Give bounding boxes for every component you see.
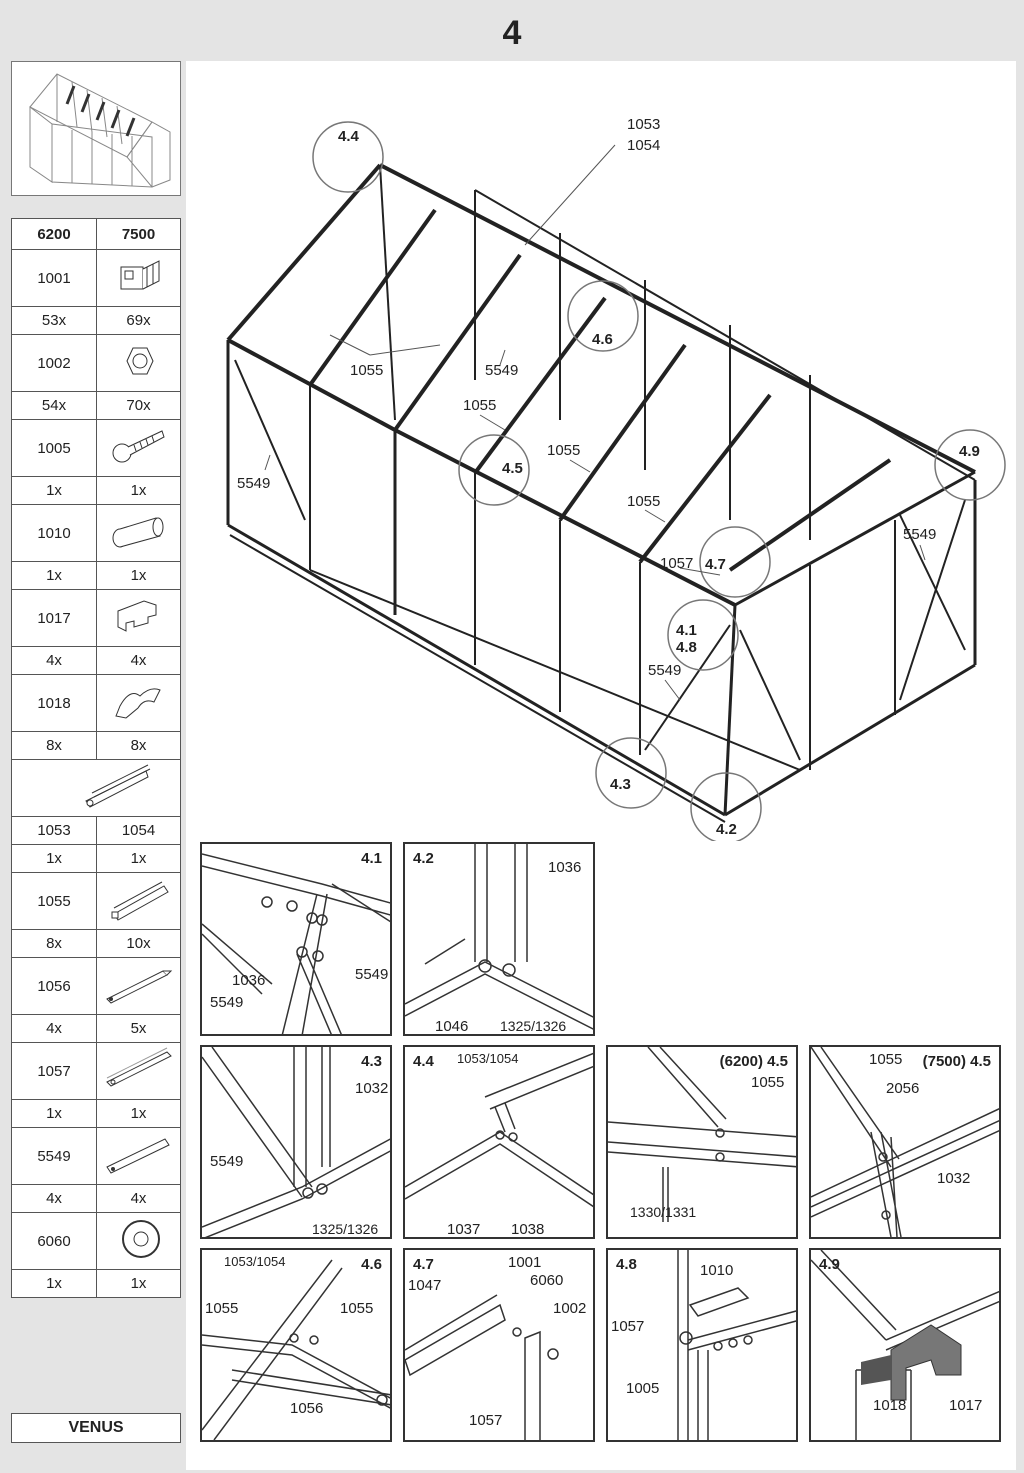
step-header	[6, 4, 1018, 58]
angle-strip-icon	[97, 1043, 181, 1100]
callout-4-7: 4.7	[705, 556, 726, 573]
detail-title: (7500) 4.5	[922, 1053, 991, 1070]
part-qty-row	[12, 307, 181, 335]
part-code: 1001	[12, 250, 97, 307]
part-code-alt: 1054	[97, 817, 181, 845]
detail-title: 4.9	[819, 1256, 840, 1273]
detail-label: 1055	[751, 1074, 785, 1091]
detail-label: 1053/1054	[224, 1254, 286, 1269]
detail-title: 4.2	[413, 850, 434, 867]
detail-title: 4.6	[361, 1256, 382, 1273]
column-7500: 7500	[97, 219, 181, 250]
label-brace-5549: 5549	[903, 526, 937, 543]
qty-7500: 4x	[97, 647, 181, 675]
qty-6200: 4x	[12, 1185, 97, 1213]
label-bar-1055: 1055	[627, 493, 661, 510]
qty-7500: 8x	[97, 732, 181, 760]
part-qty-row	[12, 392, 181, 420]
callout-4-6: 4.6	[592, 331, 613, 348]
part-qty-row	[12, 732, 181, 760]
detail-4-4	[403, 1045, 595, 1239]
qty-7500: 70x	[97, 392, 181, 420]
parts-table-header	[12, 219, 181, 250]
detail-label: 1032	[355, 1080, 389, 1097]
part-row-6060	[12, 1213, 181, 1270]
qty-7500: 10x	[97, 930, 181, 958]
qty-6200: 1x	[12, 845, 97, 873]
qty-6200: 1x	[12, 1270, 97, 1298]
part-qty-row	[12, 1270, 181, 1298]
detail-label: 1037	[447, 1221, 481, 1238]
bolt-icon	[97, 420, 181, 477]
detail-label: 5549	[355, 966, 389, 983]
detail-label: 1055	[869, 1051, 903, 1068]
parts-table	[11, 218, 181, 1298]
callout-4-8: 4.8	[676, 639, 697, 656]
detail-4-6	[200, 1248, 392, 1442]
qty-7500: 69x	[97, 307, 181, 335]
greenhouse-frame-drawing	[186, 61, 1016, 841]
part-row-1002	[12, 335, 181, 392]
detail-label: 2056	[886, 1080, 920, 1097]
detail-label: 1017	[949, 1397, 983, 1414]
label-ridge-b: 1054	[627, 137, 661, 154]
model-name: VENUS	[11, 1413, 181, 1443]
part-code: 1018	[12, 675, 97, 732]
detail-4-9	[809, 1248, 1001, 1442]
qty-6200: 4x	[12, 647, 97, 675]
part-row-1053-1054	[12, 760, 181, 817]
part-row-1005	[12, 420, 181, 477]
column-6200: 6200	[12, 219, 97, 250]
qty-6200: 1x	[12, 477, 97, 505]
part-qty-row	[12, 845, 181, 873]
greenhouse-thumbnail	[11, 61, 181, 196]
detail-label: 1325/1326	[312, 1221, 379, 1237]
part-code: 1005	[12, 420, 97, 477]
detail-label: 6060	[530, 1272, 564, 1289]
hex-nut-icon	[97, 335, 181, 392]
detail-label: 1057	[611, 1318, 645, 1335]
detail-label: 1032	[937, 1170, 971, 1187]
detail-label: 1055	[340, 1300, 374, 1317]
label-strip-1057: 1057	[660, 555, 694, 572]
callout-4-1: 4.1	[676, 622, 697, 639]
part-qty-row	[12, 477, 181, 505]
part-qty-row	[12, 647, 181, 675]
detail-title: (6200) 4.5	[719, 1053, 788, 1070]
detail-label: 1055	[205, 1300, 239, 1317]
callout-4-3: 4.3	[610, 776, 631, 793]
washer-icon	[97, 1213, 181, 1270]
detail-label: 1002	[553, 1300, 587, 1317]
callout-4-4: 4.4	[338, 128, 359, 145]
detail-label: 1330/1331	[630, 1204, 697, 1220]
label-bar-1055: 1055	[350, 362, 384, 379]
ridge-profile-icon	[12, 760, 181, 817]
part-code: 5549	[12, 1128, 97, 1185]
part-row-1056	[12, 958, 181, 1015]
curved-bracket-icon	[97, 675, 181, 732]
detail-label: 1056	[290, 1400, 324, 1417]
detail-label: 1036	[232, 972, 266, 989]
detail-label: 1053/1054	[457, 1051, 519, 1066]
qty-7500: 1x	[97, 562, 181, 590]
callout-circle-4-9	[935, 430, 1005, 500]
part-row-1018	[12, 675, 181, 732]
detail-title: 4.7	[413, 1256, 434, 1273]
detail-label: 5549	[210, 994, 244, 1011]
part-row-1001	[12, 250, 181, 307]
part-qty-row	[12, 562, 181, 590]
detail-label: 1010	[700, 1262, 734, 1279]
part-qty-row	[12, 1100, 181, 1128]
detail-label: 1018	[873, 1397, 907, 1414]
part-code-row	[12, 817, 181, 845]
part-row-1057	[12, 1043, 181, 1100]
qty-7500: 1x	[97, 1100, 181, 1128]
detail-label: 1325/1326	[500, 1018, 567, 1034]
detail-label: 1036	[548, 859, 582, 876]
part-qty-row	[12, 930, 181, 958]
qty-6200: 8x	[12, 732, 97, 760]
sleeve-nut-icon	[97, 250, 181, 307]
detail-label: 1057	[469, 1412, 503, 1429]
part-code: 1002	[12, 335, 97, 392]
qty-6200: 1x	[12, 562, 97, 590]
qty-7500: 5x	[97, 1015, 181, 1043]
label-brace-5549: 5549	[485, 362, 519, 379]
glazing-bar-icon	[97, 873, 181, 930]
detail-label: 1046	[435, 1018, 469, 1035]
qty-7500: 4x	[97, 1185, 181, 1213]
step-number: 4	[502, 14, 522, 52]
detail-label: 1005	[626, 1380, 660, 1397]
part-code: 1010	[12, 505, 97, 562]
detail-label: 1001	[508, 1254, 542, 1271]
part-code: 1055	[12, 873, 97, 930]
qty-7500: 1x	[97, 845, 181, 873]
part-code: 1057	[12, 1043, 97, 1100]
part-row-1017	[12, 590, 181, 647]
tube-icon	[97, 505, 181, 562]
qty-6200: 4x	[12, 1015, 97, 1043]
qty-6200: 8x	[12, 930, 97, 958]
qty-7500: 1x	[97, 1270, 181, 1298]
part-qty-row	[12, 1185, 181, 1213]
part-code: 1053	[12, 817, 97, 845]
detail-4-7	[403, 1248, 595, 1442]
detail-title: 4.3	[361, 1053, 382, 1070]
detail-title: 4.8	[616, 1256, 637, 1273]
detail-title: 4.4	[413, 1053, 434, 1070]
detail-4-1	[200, 842, 392, 1036]
qty-6200: 54x	[12, 392, 97, 420]
qty-7500: 1x	[97, 477, 181, 505]
qty-6200: 1x	[12, 1100, 97, 1128]
label-bar-1055: 1055	[547, 442, 581, 459]
detail-4-2	[403, 842, 595, 1036]
detail-title: 4.1	[361, 850, 382, 867]
part-row-1055	[12, 873, 181, 930]
callout-4-5: 4.5	[502, 460, 523, 477]
label-ridge-a: 1053	[627, 116, 661, 133]
detail-label: 5549	[210, 1153, 244, 1170]
detail-4-5-6200	[606, 1045, 798, 1239]
brace-bar-icon	[97, 1128, 181, 1185]
label-brace-5549: 5549	[648, 662, 682, 679]
label-brace-5549: 5549	[237, 475, 271, 492]
detail-4-8	[606, 1248, 798, 1442]
part-code: 6060	[12, 1213, 97, 1270]
flat-strut-icon	[97, 958, 181, 1015]
detail-4-3	[200, 1045, 392, 1239]
part-row-1010	[12, 505, 181, 562]
qty-6200: 53x	[12, 307, 97, 335]
detail-label: 1047	[408, 1277, 442, 1294]
part-code: 1056	[12, 958, 97, 1015]
detail-4-5-7500	[809, 1045, 1001, 1239]
detail-label: 1038	[511, 1221, 545, 1238]
label-bar-1055: 1055	[463, 397, 497, 414]
bracket-plate-icon	[97, 590, 181, 647]
part-code: 1017	[12, 590, 97, 647]
callout-4-2: 4.2	[716, 821, 737, 838]
part-qty-row	[12, 1015, 181, 1043]
part-row-5549	[12, 1128, 181, 1185]
callout-4-9: 4.9	[959, 443, 980, 460]
